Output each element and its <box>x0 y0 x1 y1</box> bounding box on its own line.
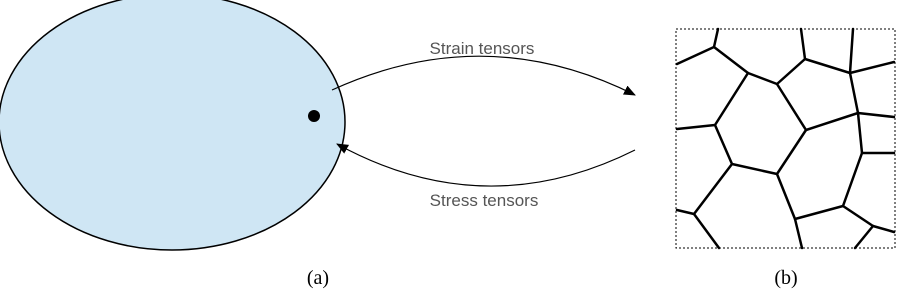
stress-arrow <box>337 144 635 186</box>
macroscopic-body <box>0 0 345 250</box>
strain-arrow <box>332 56 635 95</box>
panel-b-label: (b) <box>774 267 798 289</box>
panel-a-label: (a) <box>306 267 330 289</box>
stress-label: Stress tensors <box>429 191 539 210</box>
rve-boundary <box>676 29 895 248</box>
strain-label: Strain tensors <box>429 39 535 58</box>
material-point <box>308 110 320 122</box>
